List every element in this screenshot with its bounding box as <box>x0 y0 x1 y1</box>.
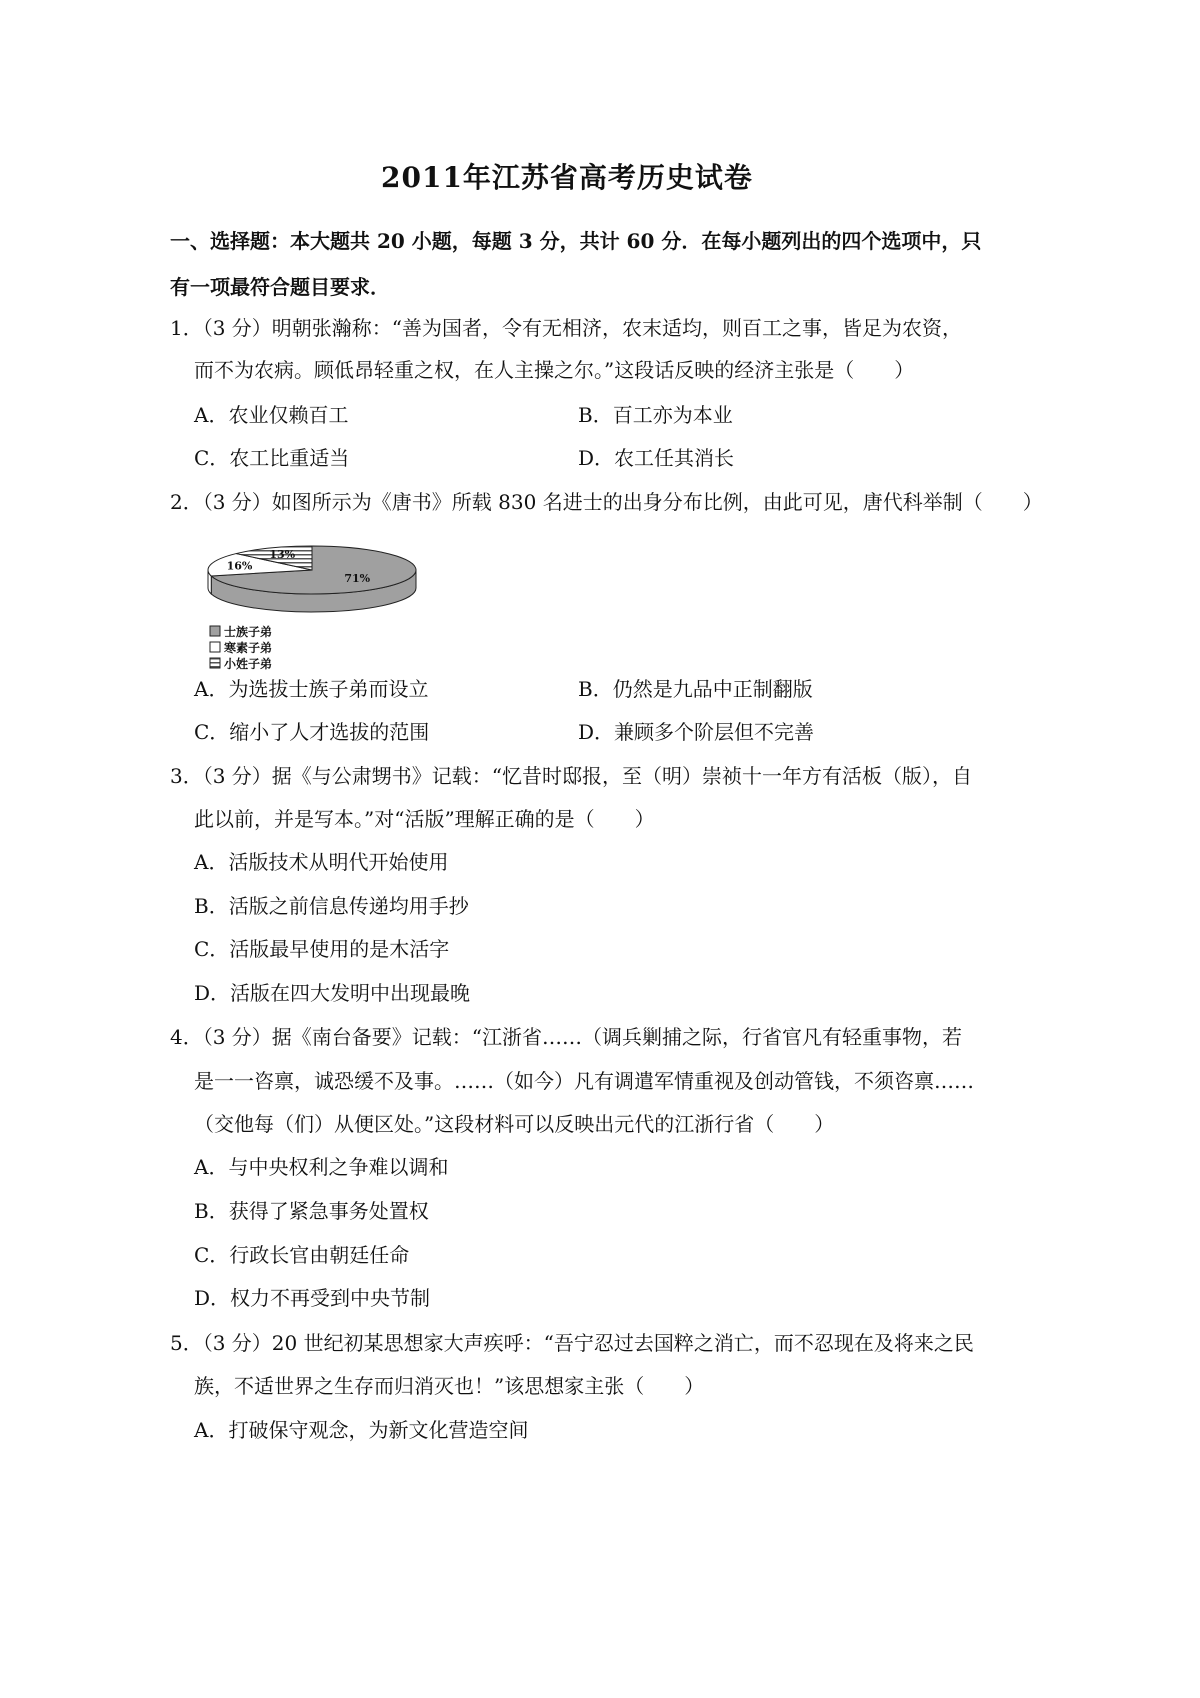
question-3-option-b: B．活版之前信息传递均用手抄 <box>194 894 469 918</box>
question-5-option-a: A．打破保守观念，为新文化营造空间 <box>194 1418 529 1442</box>
question-3-line-2: 此以前，并是写本。”对“活版”理解正确的是（ ） <box>194 807 655 831</box>
question-2-option-d: D．兼顾多个阶层但不完善 <box>578 720 815 744</box>
pie-label-3: 13% <box>269 548 296 562</box>
question-2-line-1: 2．（3 分）如图所示为《唐书》所载 830 名进士的出身分布比例，由此可见，唐代科举制（ ） <box>170 490 1043 514</box>
question-1-option-a: A．农业仅赖百工 <box>194 403 349 427</box>
question-3-option-a: A．活版技术从明代开始使用 <box>194 850 449 874</box>
question-2-option-a: A．为选拔士族子弟而设立 <box>194 677 429 701</box>
page-title: 2011年江苏省高考历史试卷 <box>381 161 753 194</box>
question-5-line-1: 5．（3 分）20 世纪初某思想家大声疾呼：“吾宁忍过去国粹之消亡，而不忍现在及将来之民 <box>170 1331 974 1355</box>
legend-swatch-2 <box>210 642 220 652</box>
question-2-option-b: B．仍然是九品中正制翻版 <box>578 677 813 701</box>
question-4-line-1: 4．（3 分）据《南台备要》记载：“江浙省……（调兵剿捕之际，行省官凡有轻重事物，若 <box>170 1025 963 1049</box>
question-4-option-b: B．获得了紧急事务处置权 <box>194 1199 429 1223</box>
legend-label-2: 寒素子弟 <box>224 641 273 655</box>
question-1-option-b: B．百工亦为本业 <box>578 403 733 427</box>
section-heading-line-1: 一、选择题：本大题共 20 小题，每题 3 分，共计 60 分．在每小题列出的四个选项中，只 <box>170 229 982 253</box>
question-2-option-c: C．缩小了人才选拔的范围 <box>194 720 430 744</box>
question-4-option-a: A．与中央权利之争难以调和 <box>194 1155 449 1179</box>
question-4-option-c: C．行政长官由朝廷任命 <box>194 1243 410 1267</box>
question-1-line-2: 而不为农病。顾低昂轻重之权，在人主操之尔。”这段话反映的经济主张是（ ） <box>194 358 915 382</box>
legend-label-1: 士族子弟 <box>224 625 273 639</box>
question-3-option-c: C．活版最早使用的是木活字 <box>194 937 450 961</box>
question-1-option-d: D．农工任其消长 <box>578 446 735 470</box>
question-1-option-c: C．农工比重适当 <box>194 446 350 470</box>
legend-swatch-3 <box>210 658 220 668</box>
question-3-line-1: 3．（3 分）据《与公肃甥书》记载：“忆昔时邸报，至（明）崇祯十一年方有活板（版），自 <box>170 764 973 788</box>
legend-label-3: 小姓子弟 <box>224 657 273 671</box>
section-heading-line-2: 有一项最符合题目要求． <box>170 275 390 299</box>
legend-swatch-1 <box>210 626 220 636</box>
pie-label-2: 16% <box>226 559 253 573</box>
question-1-line-1: 1．（3 分）明朝张瀚称：“善为国者，令有无相济，农末适均，则百工之事，皆足为农资， <box>170 316 963 340</box>
question-4-line-2: 是一一咨禀，诚恐缓不及事。……（如今）凡有调遣军情重视及创动管钱，不须咨禀…… <box>194 1069 974 1093</box>
question-4-line-3: （交他每（们）从便区处。”这段材料可以反映出元代的江浙行省（ ） <box>194 1112 835 1136</box>
question-3-option-d: D．活版在四大发明中出现最晚 <box>194 981 471 1005</box>
question-4-option-d: D．权力不再受到中央节制 <box>194 1286 431 1310</box>
question-5-line-2: 族，不适世界之生存而归消灭也！”该思想家主张（ ） <box>194 1374 705 1398</box>
pie-chart <box>206 542 422 682</box>
pie-label-1: 71% <box>344 572 371 586</box>
